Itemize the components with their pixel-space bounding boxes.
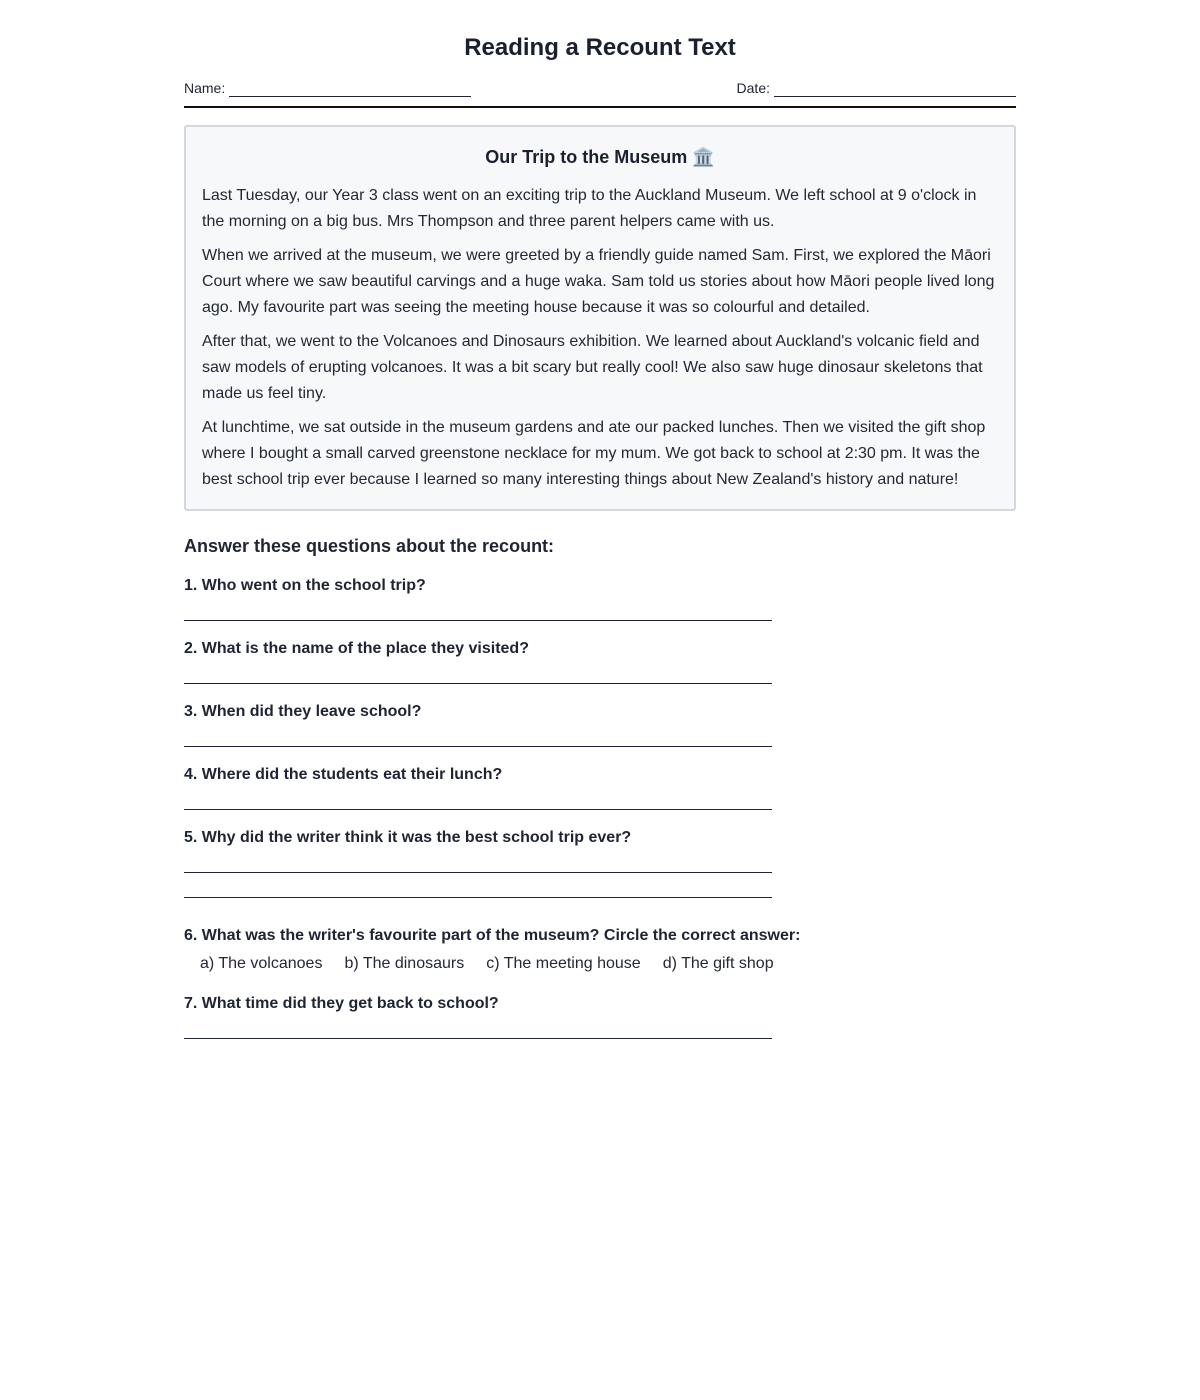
name-label: Name: [184,80,226,96]
recount-story-box [184,125,1016,511]
question-text: 2. What is the name of the place they visited? [184,640,529,657]
answer-line[interactable] [184,809,772,810]
date-label: Date: [736,80,770,96]
answer-line[interactable] [184,1038,772,1039]
question-text: 6. What was the writer's favourite part of the museum? Circle the correct answer: [184,927,801,944]
museum-icon: 🏛️ [692,147,715,167]
student-info-row [184,77,1016,97]
question-text: 1. Who went on the school trip? [184,577,426,594]
question-text: 5. Why did the writer think it was the best school trip ever? [184,829,632,846]
question-3 [184,702,1016,747]
question-5 [184,828,1016,898]
question-text: 7. What time did they get back to school? [184,995,499,1012]
story-paragraph: After that, we went to the Volcanoes and Dinosaurs exhibition. We learned about Auckland's volcanic field and saw models of erupting volcanoes. It was a bit scary but really cool! We also saw huge dinosaur skeletons that made us feel tiny. [202,333,983,402]
answer-line[interactable] [184,897,772,898]
question-7 [184,994,1016,1039]
question-6 [184,926,1016,974]
answer-line[interactable] [184,620,772,621]
header-divider [184,106,1016,108]
story-paragraph: Last Tuesday, our Year 3 class went on an exciting trip to the Auckland Museum. We left school at 9 o'clock in the morning on a big bus. Mrs Thompson and three parent helpers came with us. [202,187,977,230]
story-paragraph: When we arrived at the museum, we were greeted by a friendly guide named Sam. First, we explored the Māori Court where we saw beautiful carvings and a huge waka. Sam told us stories about how Māori people lived long ago. My favourite part was seeing the meeting house because it was so colourful and detailed. [202,247,995,316]
answer-line[interactable] [184,872,772,873]
question-1 [184,576,1016,621]
worksheet-title: Reading a Recount Text [464,34,736,61]
date-input-line[interactable] [774,82,1016,97]
option-a[interactable]: a) The volcanoes [200,955,323,972]
option-b[interactable]: b) The dinosaurs [344,955,465,972]
story-title [202,145,998,169]
story-title-text: Our Trip to the Museum [485,147,688,167]
question-4 [184,765,1016,810]
question-2 [184,639,1016,684]
questions-heading: Answer these questions about the recount: [184,536,555,556]
name-input-line[interactable] [229,82,471,97]
name-field [184,77,471,97]
worksheet-page [184,0,1016,1039]
answer-line[interactable] [184,683,772,684]
option-d[interactable]: d) The gift shop [662,955,774,972]
multiple-choice-options [184,954,1016,974]
question-text: 3. When did they leave school? [184,703,422,720]
question-text: 4. Where did the students eat their lunch? [184,766,503,783]
answer-line[interactable] [184,746,772,747]
story-paragraph: At lunchtime, we sat outside in the museum gardens and ate our packed lunches. Then we visited the gift shop where I bought a small carved greenstone necklace for my mum. We got back to school at 2:30 pm. It was the best school trip ever because I learned so many interesting things about New Zealand's history and nature! [202,419,986,488]
option-c[interactable]: c) The meeting house [486,955,641,972]
date-field [737,77,1016,97]
